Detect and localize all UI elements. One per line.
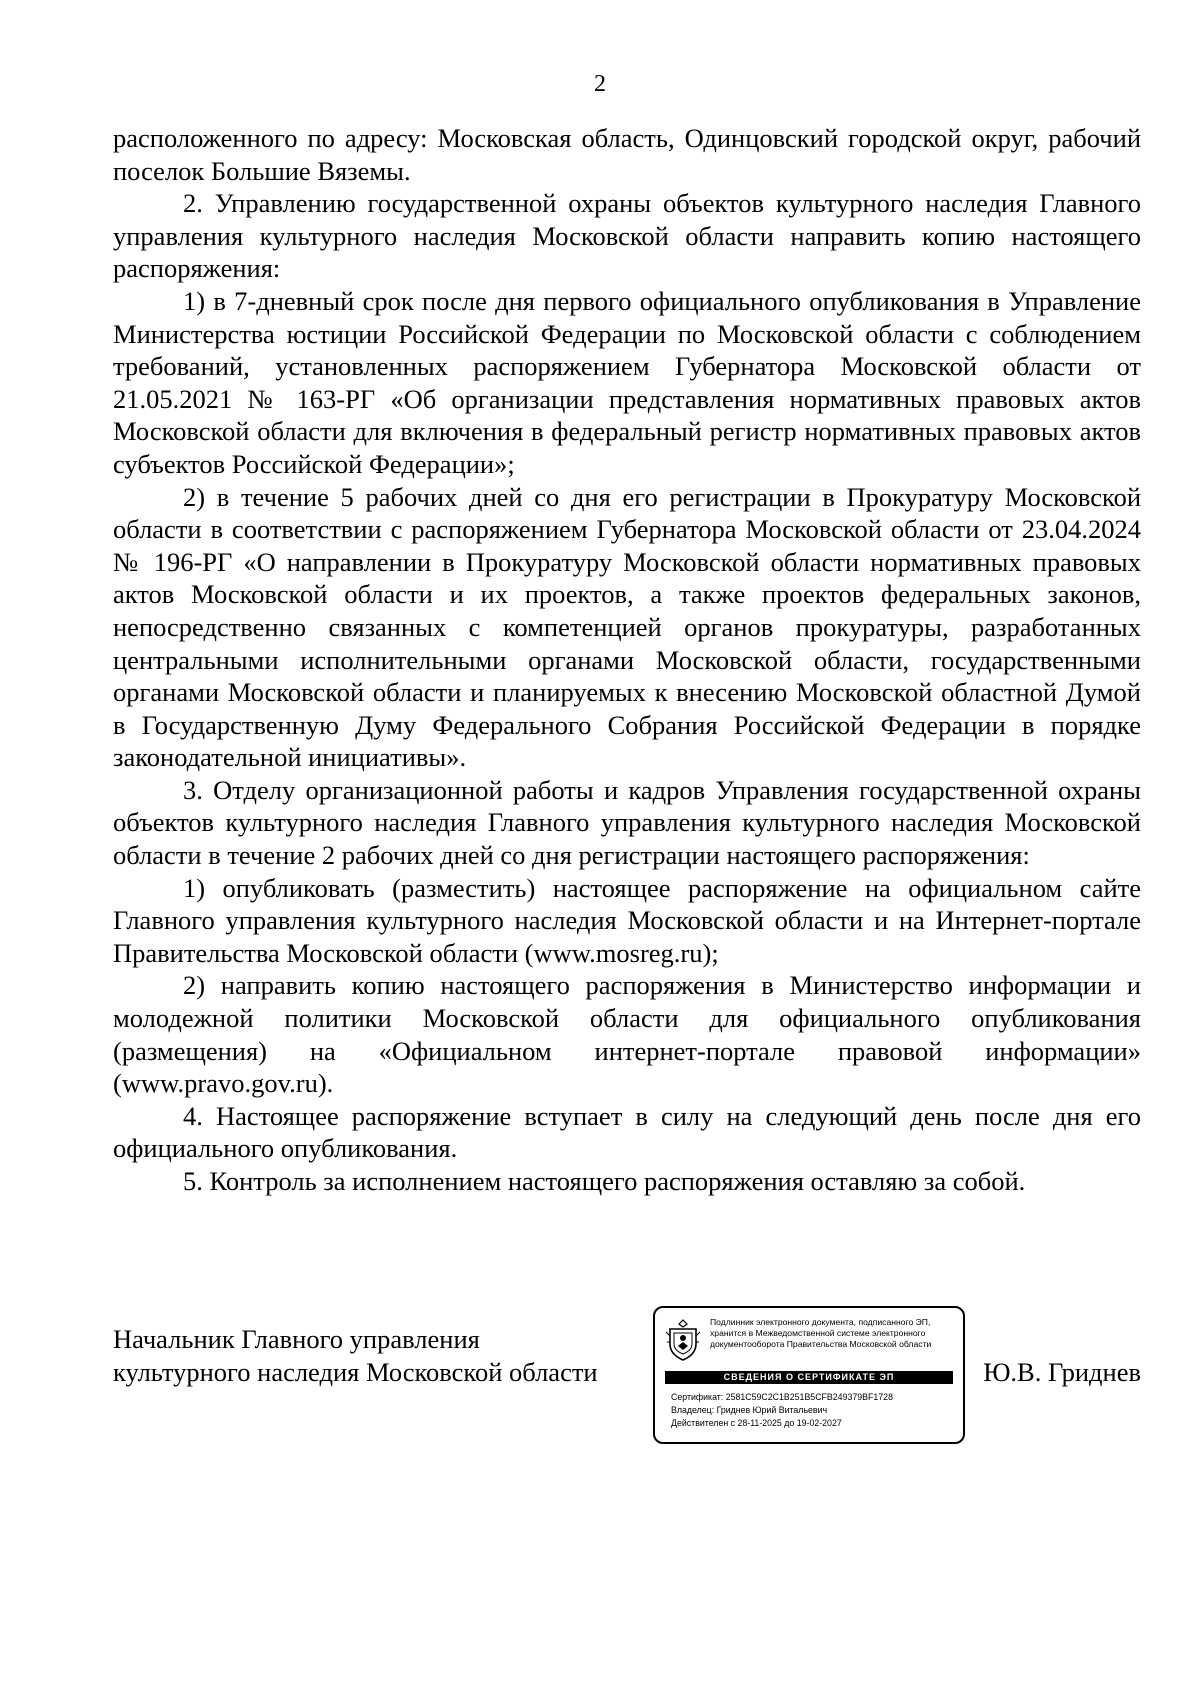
stamp-header-line-3: документооборота Правительства Московской области [710, 1339, 932, 1349]
signature-block [113, 1317, 1141, 1463]
paragraph-6: 1) опубликовать (разместить) настоящее распоряжение на официальном сайте Главного управления культурного наследия Московской области и на Интернет-портале Правительства Московской области (www.mosreg.ru); [113, 872, 1141, 968]
stamp-header-line-2: хранится в Межведомственной системе электронного [710, 1328, 926, 1338]
stamp-certificate-bar: СВЕДЕНИЯ О СЕРТИФИКАТЕ ЭП [665, 1371, 953, 1384]
paragraph-5: 3. Отделу организационной работы и кадров Управления государственной охраны объектов культурного наследия Главного управления культурного наследия Московской области в течение 2 рабочих дней со дня регистрации настоящего распоряжения: [113, 774, 1141, 871]
signatory-name: Ю.В. Гриднев [983, 1357, 1141, 1387]
stamp-header [710, 1317, 955, 1350]
paragraph-8: 4. Настоящее распоряжение вступает в силу на следующий день после дня его официального опубликования. [113, 1100, 1141, 1164]
paragraph-3: 1) в 7-дневный срок после дня первого официального опубликования в Управление Министерства юстиции Российской Федерации по Московской области с соблюдением требований, установленных распоряжением Губернатора Московской области от 21.05.2021 № 163-РГ «Об организации представления нормативных правовых актов Московской области для включения в федеральный регистр нормативных правовых актов субъектов Российской Федерации»; [113, 285, 1141, 479]
paragraph-7: 2) направить копию настоящего распоряжения в Министерство информации и молодежной политики Московской области для официального опубликования (размещения) на «Официальном интернет-портале правовой информации» (www.pravo.gov.ru). [113, 970, 1141, 1099]
paragraph-1: расположенного по адресу: Московская область, Одинцовский городской округ, рабочий поселок Большие Вяземы. [113, 123, 1141, 186]
paragraph-9: 5. Контроль за исполнением настоящего распоряжения оставляю за собой. [183, 1166, 1026, 1196]
stamp-certificate-validity: Действителен с 28-11-2025 до 19-02-2027 [671, 1418, 842, 1428]
stamp-header-line-1: Подлинник электронного документа, подписанного ЭП, [710, 1317, 931, 1327]
document-body [113, 122, 1141, 1198]
stamp-certificate-number: Сертификат: 2581C59C2C1B251B5CFB249379BF1728 [671, 1392, 893, 1402]
stamp-certificate-info [671, 1391, 956, 1430]
signatory-title-line-1: Начальник Главного управления [113, 1324, 480, 1354]
signatory-title-line-2: культурного наследия Московской области [113, 1357, 598, 1387]
paragraph-4: 2) в течение 5 рабочих дней со дня его регистрации в Прокуратуру Московской области в соответствии с распоряжением Губернатора Московской области от 23.04.2024 № 196-РГ «О направлении в Прокуратуру Московской области нормативных правовых актов Московской области и их проектов, а также проектов федеральных законов, непосредственно связанных с компетенцией органов прокуратуры, разработанных центральными исполнительными органами Московской области, государственными органами Московской области и планируемых к внесению Московской областной Думой в Государственную Думу Федерального Собрания Российской Федерации в порядке законодательной инициативы». [113, 481, 1141, 773]
paragraph-2: 2. Управлению государственной охраны объектов культурного наследия Главного управления культурного наследия Московской области направить копию настоящего распоряжения: [113, 188, 1141, 284]
signatory-title [113, 1323, 653, 1389]
electronic-signature-stamp [653, 1306, 965, 1444]
page-number: 2 [594, 71, 606, 97]
stamp-certificate-owner: Владелец: Гриднев Юрий Витальевич [671, 1405, 828, 1415]
moscow-oblast-coat-of-arms-icon [665, 1318, 701, 1362]
